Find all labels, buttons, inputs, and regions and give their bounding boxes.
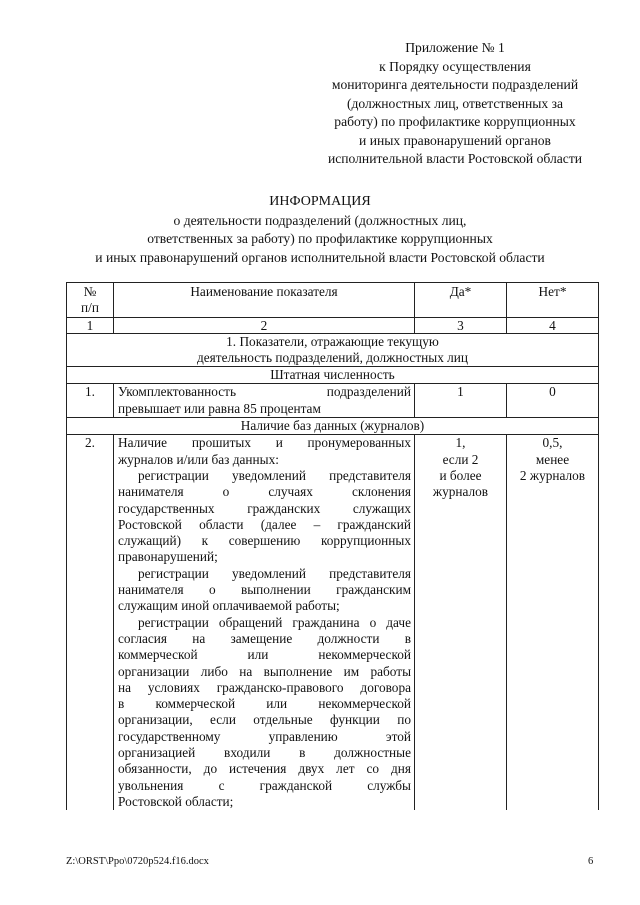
title-line: о деятельности подразделений (должностных лиц, <box>173 212 467 228</box>
row-yes-value: 1 <box>415 384 507 418</box>
subsection-row <box>67 418 599 435</box>
document-title <box>0 193 640 267</box>
title-line: и иных правонарушений органов исполнительной власти Ростовской области <box>95 249 545 265</box>
title-heading: ИНФОРМАЦИЯ <box>269 194 371 209</box>
subsection-heading: Штатная численность <box>67 367 599 384</box>
row-no-value: 0 <box>507 384 599 418</box>
appendix-line: (должностных лиц, ответственных за <box>346 95 564 111</box>
header-name-cell: Наименование показателя <box>114 283 415 318</box>
header-no-cell: Нет* <box>507 283 599 318</box>
page-number: 6 <box>588 856 594 867</box>
section-row <box>67 333 599 367</box>
column-number: 4 <box>507 317 599 333</box>
row-indicator-name: Наличие прошитых и пронумерованных журналов и/или баз данных: регистрации уведомлений представителя нанимателя о случаях склонения государственных гражданских служащих Ростовской области (далее – гражданский служащий) к совершению коррупционных правонарушений; регистрации уведомлений представителя нанимателя о выполнении гражданским служащим иной оплачиваемой работы; регистрации обращений гражданина о даче согласия на замещение должности в коммерческой или некоммерческой организации либо на выполнение им работы на условиях гражданско-правового договора в коммерческой или некоммерческой организации, если отдельные функции по государственному управлению этой организацией входили в должностные обязанности, до истечения двух лет со дня увольнения с гражданской службы Ростовской области; <box>114 435 415 810</box>
appendix-line: Приложение № 1 <box>405 40 505 55</box>
title-line: ответственных за работу) по профилактике коррупционных <box>147 231 493 246</box>
appendix-line: исполнительной власти Ростовской области <box>327 151 583 166</box>
section-heading: 1. Показатели, отражающие текущую деятельность подразделений, должностных лиц <box>67 333 599 367</box>
footer-file-path: Z:\ORST\Ppo\0720p524.f16.docx <box>66 856 209 867</box>
indicators-table <box>66 282 599 810</box>
appendix-line: и иных правонарушений органов <box>359 132 551 148</box>
appendix-block <box>310 39 600 169</box>
table-header-row <box>67 283 599 318</box>
subsection-heading: Наличие баз данных (журналов) <box>67 418 599 435</box>
row-no-value: 0,5, менее 2 журналов <box>507 435 599 810</box>
subsection-row <box>67 367 599 384</box>
header-yes-cell: Да* <box>415 283 507 318</box>
row-number: 2. <box>67 435 114 810</box>
row-number: 1. <box>67 384 114 418</box>
column-number: 1 <box>67 317 114 333</box>
table-row <box>67 384 599 418</box>
column-number: 2 <box>114 317 415 333</box>
appendix-line: к Порядку осуществления <box>379 58 531 74</box>
appendix-line: работу) по профилактике коррупционных <box>334 114 576 129</box>
column-number: 3 <box>415 317 507 333</box>
header-num-cell: № п/п <box>67 283 114 318</box>
row-yes-value: 1, если 2 и более журналов <box>415 435 507 810</box>
column-numbers-row <box>67 317 599 333</box>
appendix-line: мониторинга деятельности подразделений <box>331 77 579 92</box>
row-indicator-name: Укомплектованность подразделений превышает или равна 85 процентам <box>114 384 415 418</box>
table-row <box>67 435 599 810</box>
